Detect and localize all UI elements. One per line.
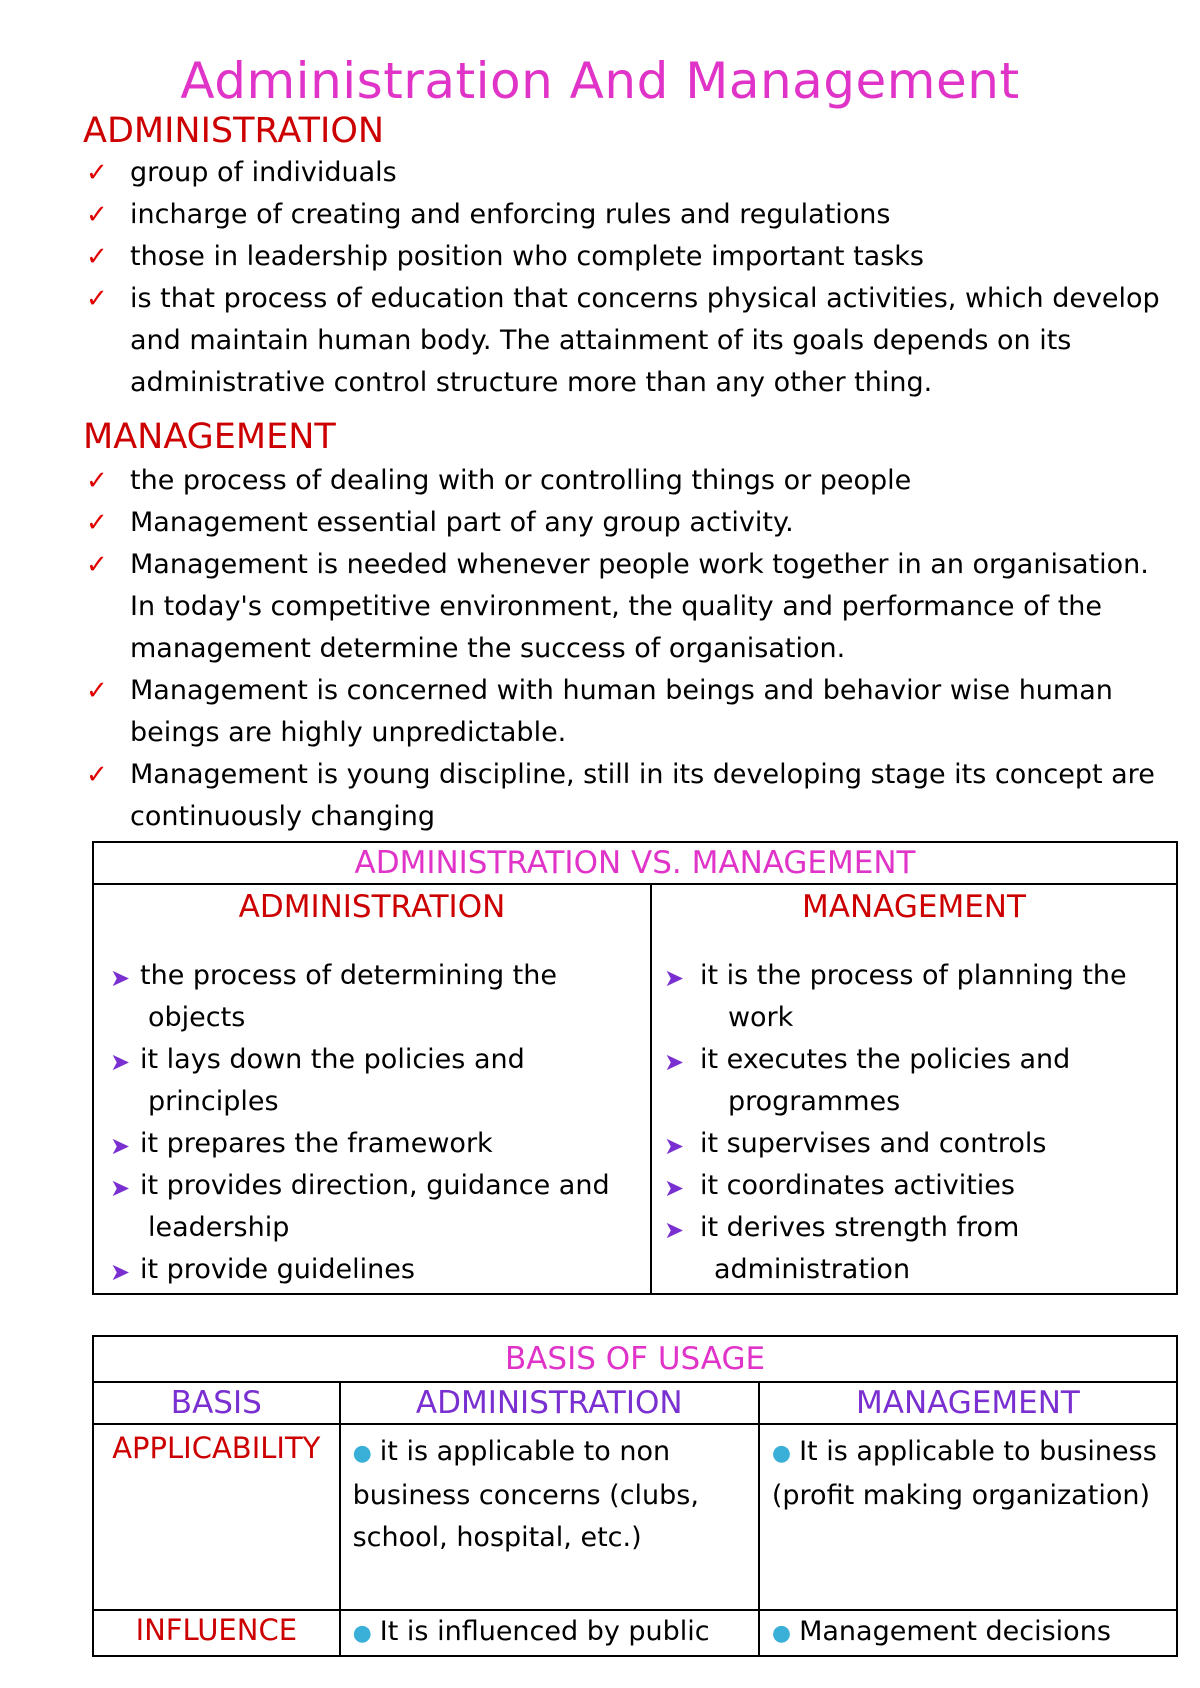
round-bullet-icon: ● [771, 1441, 792, 1466]
management-column-header: MANAGEMENT [759, 1382, 1177, 1424]
list-item: ➤ it is the process of planning the work [664, 955, 1170, 1039]
arrow-bullet-icon: ➤ [110, 1174, 131, 1202]
list-item: ➤ the process of determining the objects [110, 955, 642, 1039]
check-mark-icon: ✓ [86, 550, 108, 580]
list-item: ➤ it derives strength from administration [664, 1207, 1170, 1291]
usage-title: BASIS OF USAGE [93, 1336, 1177, 1382]
arrow-bullet-icon: ➤ [663, 1132, 685, 1160]
administration-list [83, 152, 1178, 404]
list-item: ➤ it prepares the framework [110, 1123, 642, 1165]
round-bullet-icon: ● [352, 1441, 372, 1466]
comparison-table [92, 841, 1178, 1295]
check-mark-icon: ✓ [86, 508, 108, 538]
administration-functions [94, 955, 650, 1291]
comparison-left-heading: ADMINISTRATION [238, 889, 506, 925]
list-item: ➤ it coordinates activities [664, 1165, 1170, 1207]
table-cell: ● It is applicable to business (profit making organization) [759, 1424, 1177, 1610]
basis-column-header: BASIS [93, 1382, 340, 1424]
table-row [93, 1610, 1177, 1656]
list-item: ➤ it provide guidelines [110, 1249, 642, 1291]
check-mark-icon: ✓ [86, 676, 108, 706]
administration-heading: ADMINISTRATION [83, 111, 385, 151]
list-item: ➤ it provides direction, guidance and leadership [110, 1165, 642, 1249]
round-bullet-icon: ● [352, 1621, 372, 1646]
check-mark-icon: ✓ [86, 284, 108, 314]
list-item: ✓ group of individuals [83, 152, 1178, 194]
management-list [83, 460, 1178, 838]
list-item: ➤ it supervises and controls [664, 1123, 1170, 1165]
table-cell: ● it is applicable to non business concerns (clubs, school, hospital, etc.) [340, 1424, 759, 1610]
comparison-title: ADMINISTRATION VS. MANAGEMENT [93, 842, 1177, 884]
arrow-bullet-icon: ➤ [663, 964, 685, 992]
arrow-bullet-icon: ➤ [110, 964, 131, 992]
arrow-bullet-icon: ➤ [663, 1216, 685, 1244]
check-mark-icon: ✓ [86, 242, 108, 272]
list-item: ✓ the process of dealing with or controlling things or people [83, 460, 1178, 502]
list-item: ✓ incharge of creating and enforcing rules and regulations [83, 194, 1178, 236]
basis-cell: APPLICABILITY [93, 1424, 340, 1610]
check-mark-icon: ✓ [86, 158, 108, 188]
round-bullet-icon: ● [771, 1621, 792, 1646]
management-column [651, 884, 1177, 1294]
administration-column [93, 884, 651, 1294]
arrow-bullet-icon: ➤ [110, 1132, 131, 1160]
list-item: ✓ Management is young discipline, still in its developing stage its concept are continuously changing [83, 754, 1178, 838]
table-cell: ● It is influenced by public [340, 1610, 759, 1656]
administration-column-header: ADMINISTRATION [340, 1382, 759, 1424]
arrow-bullet-icon: ➤ [110, 1258, 131, 1286]
list-item: ✓ is that process of education that concerns physical activities, which develop and maintain human body. The attainment of its goals depends on its administrative control structure more than any other thing. [83, 278, 1178, 404]
management-heading: MANAGEMENT [83, 417, 336, 457]
list-item: ✓ Management essential part of any group activity. [83, 502, 1178, 544]
list-item: ✓ those in leadership position who complete important tasks [83, 236, 1178, 278]
arrow-bullet-icon: ➤ [110, 1048, 131, 1076]
management-functions [652, 955, 1176, 1291]
check-mark-icon: ✓ [86, 466, 108, 496]
list-item: ✓ Management is concerned with human beings and behavior wise human beings are highly unpredictable. [83, 670, 1178, 754]
arrow-bullet-icon: ➤ [663, 1048, 685, 1076]
check-mark-icon: ✓ [86, 200, 108, 230]
table-row [93, 1424, 1177, 1610]
basis-of-usage-table [92, 1335, 1178, 1657]
basis-cell: INFLUENCE [93, 1610, 340, 1656]
page-title: Administration And Management [180, 52, 1020, 110]
table-cell: ● Management decisions [759, 1610, 1177, 1656]
list-item: ➤ it executes the policies and programmes [664, 1039, 1170, 1123]
comparison-right-heading: MANAGEMENT [802, 889, 1026, 925]
check-mark-icon: ✓ [86, 760, 108, 790]
list-item: ✓ Management is needed whenever people work together in an organisation. In today's competitive environment, the quality and performance of the management determine the success of organisation. [83, 544, 1178, 670]
list-item: ➤ it lays down the policies and principles [110, 1039, 642, 1123]
arrow-bullet-icon: ➤ [663, 1174, 685, 1202]
